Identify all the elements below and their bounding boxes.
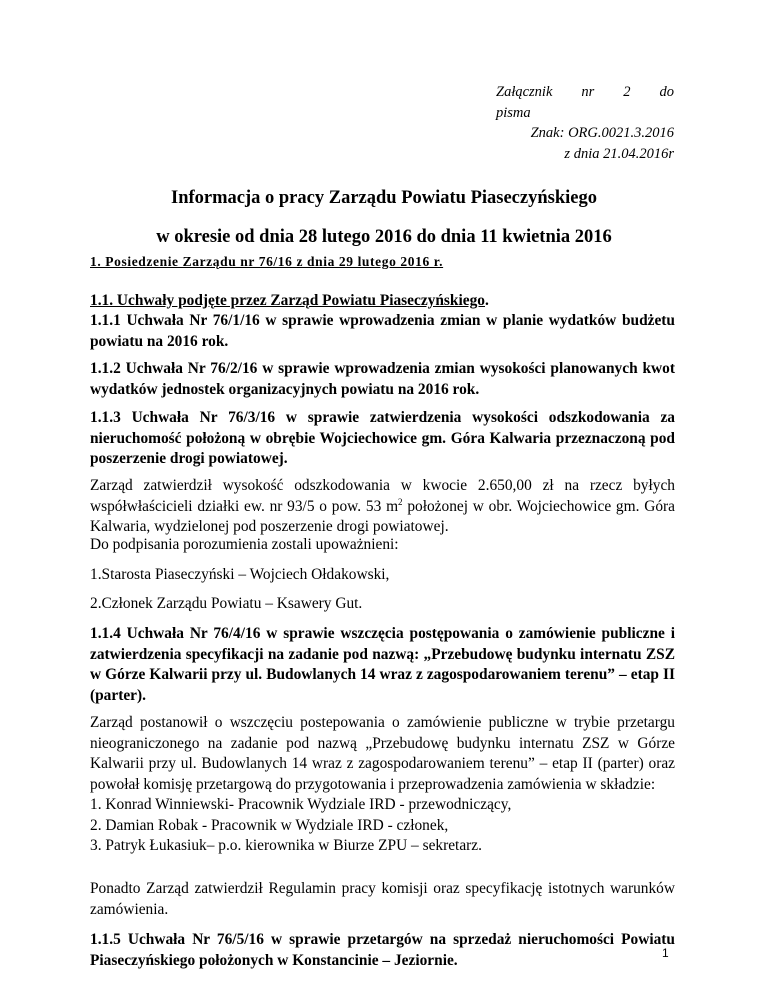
subsection-heading-text: 1.1. Uchwały podjęte przez Zarząd Powiatu Piaseczyńskiego [90, 292, 485, 309]
document-title: Informacja o pracy Zarządu Powiatu Piaseczyńskiego [171, 188, 597, 208]
resolution-2: 1.1.2 Uchwała Nr 76/2/16 w sprawie wprowadzenia zmian wysokości planowanych kwot wydatków jednostek organizacyjnych powiatu na 2016 rok. [90, 360, 675, 398]
authorized-intro: Do podpisania porozumienia zostali upoważnieni: [90, 536, 399, 553]
attachment-line-1: Załącznik nr 2 do [496, 84, 674, 100]
attachment-line-4: z dnia 21.04.2016r [564, 145, 674, 162]
page-number: 1 [662, 946, 669, 960]
superscript-2: 2 [398, 496, 403, 507]
authorized-item-2: 2.Członek Zarządu Powiatu – Ksawery Gut. [90, 595, 363, 612]
resolution-3-text-a: Zarząd zatwierdził wysokość odszkodowania w kwocie 2.650,00 zł na rzecz byłych współwłaścicieli działki ew. nr 93/5 o pow. 53 m [90, 477, 675, 515]
document-subtitle: w okresie od dnia 28 lutego 2016 do dnia 11 kwietnia 2016 [156, 227, 612, 247]
resolution-4: 1.1.4 Uchwała Nr 76/4/16 w sprawie wszczęcia postępowania o zamówienie publiczne i zatwierdzenia specyfikacji na zadanie pod nazwą: „Przebudowę budynku internatu ZSZ w Górze Kalwarii przy ul. Budowlanych 14 wraz z zagospodarowaniem terenu” – etap II (parter). [90, 625, 675, 704]
subsection-heading [90, 291, 675, 312]
resolution-3-text [90, 476, 675, 538]
committee-num: 1. [90, 796, 102, 813]
resolution-4-text-2: Ponadto Zarząd zatwierdził Regulamin pracy komisji oraz specyfikację istotnych warunków zamówienia. [90, 880, 675, 918]
committee-num: 3. [90, 837, 102, 854]
committee-list [90, 795, 675, 857]
committee-member [90, 795, 675, 816]
resolution-1: 1.1.1 Uchwała Nr 76/1/16 w sprawie wprowadzenia zmian w planie wydatków budżetu powiatu na 2016 rok. [90, 312, 675, 350]
resolution-3-text-b: położonej w obr. Wojciechowice gm. Góra Kalwaria, wydzielonej pod poszerzenie drogi powiatowej. [90, 497, 675, 535]
subsection-heading-dot: . [484, 292, 489, 309]
committee-text: Patryk Łukasiuk– p.o. kierownika w Biurze ZPU – sekretarz. [105, 837, 482, 854]
resolution-4-text: Zarząd postanowił o wszczęciu postepowania o zamówienie publiczne w trybie przetargu nieograniczonego na zadanie pod nazwą „Przebudowę budynku internatu ZSZ w Górze Kalwarii przy ul. Budowlanych 14 wraz z zagospodarowaniem terenu” – etap II (parter) oraz powołał komisję przetargową do przygotowania i przeprowadzenia zamówienia w składzie: [90, 714, 675, 793]
resolution-3: 1.1.3 Uchwała Nr 76/3/16 w sprawie zatwierdzenia wysokości odszkodowania za nieruchomość położoną w obrębie Wojciechowice gm. Góra Kalwaria przeznaczoną pod poszerzenie drogi powiatowej. [90, 409, 675, 467]
committee-num: 2. [90, 816, 102, 834]
section-1-heading: 1. Posiedzenie Zarządu nr 76/16 z dnia 29 lutego 2016 r. [90, 254, 444, 269]
committee-text: Damian Robak - Pracownik w Wydziale IRD - członek, [105, 816, 449, 834]
committee-member [90, 816, 675, 837]
resolution-5: 1.1.5 Uchwała Nr 76/5/16 w sprawie przetargów na sprzedaż nieruchomości Powiatu Piaseczyńskiego położonych w Konstancinie – Jeziornie. [90, 931, 675, 969]
attachment-note [496, 82, 674, 164]
committee-member [90, 836, 675, 857]
attachment-line-2: pisma [496, 104, 531, 121]
authorized-item-1: 1.Starosta Piaseczyński – Wojciech Ołdakowski, [90, 566, 390, 583]
attachment-line-3: Znak: ORG.0021.3.2016 [530, 125, 674, 141]
committee-text: Konrad Winniewski- Pracownik Wydziale IRD - przewodniczący, [105, 796, 512, 813]
